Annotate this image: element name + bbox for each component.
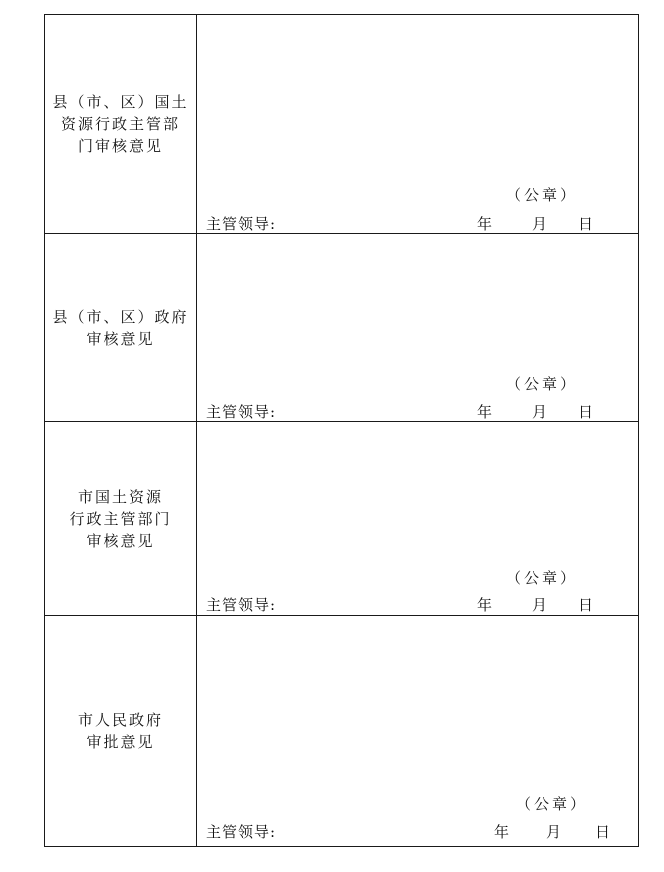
official-seal-label: （公章） <box>506 569 579 587</box>
date-month-label: 月 <box>546 823 562 841</box>
leader-signature-label: 主管领导: <box>206 823 277 841</box>
opinion-field[interactable] <box>197 15 639 234</box>
row-label: 县（市、区）政府 审核意见 <box>52 307 189 348</box>
date-day-label: 日 <box>595 823 611 841</box>
leader-signature-label: 主管领导: <box>206 403 277 421</box>
date-year-label: 年 <box>477 596 493 614</box>
leader-signature-label: 主管领导: <box>206 215 277 233</box>
row-label-cell <box>45 616 197 847</box>
date-day-label: 日 <box>578 403 594 421</box>
row-label: 市国土资源 行政主管部门 审核意见 <box>69 487 172 550</box>
official-seal-label: （公章） <box>516 795 589 813</box>
leader-signature-label: 主管领导: <box>206 596 277 614</box>
row-label-cell <box>45 15 197 234</box>
date-month-label: 月 <box>532 215 548 233</box>
official-seal-label: （公章） <box>506 186 579 204</box>
date-year-label: 年 <box>494 823 510 841</box>
form-row-county-land-dept <box>45 15 639 234</box>
date-day-label: 日 <box>578 215 594 233</box>
form-row-city-government <box>45 616 639 847</box>
row-label-cell <box>45 422 197 616</box>
form-row-city-land-dept <box>45 422 639 616</box>
date-year-label: 年 <box>477 403 493 421</box>
row-label: 市人民政府 审批意见 <box>77 711 163 751</box>
row-label: 县（市、区）国土 资源行政主管部 门审核意见 <box>52 93 189 155</box>
official-seal-label: （公章） <box>506 375 579 393</box>
approval-form-table <box>44 14 639 847</box>
opinion-field[interactable] <box>197 616 639 847</box>
date-day-label: 日 <box>578 596 594 614</box>
opinion-field[interactable] <box>197 422 639 616</box>
opinion-field[interactable] <box>197 234 639 422</box>
date-year-label: 年 <box>477 215 493 233</box>
form-row-county-government <box>45 234 639 422</box>
date-month-label: 月 <box>532 403 548 421</box>
date-month-label: 月 <box>532 596 548 614</box>
row-label-cell <box>45 234 197 422</box>
